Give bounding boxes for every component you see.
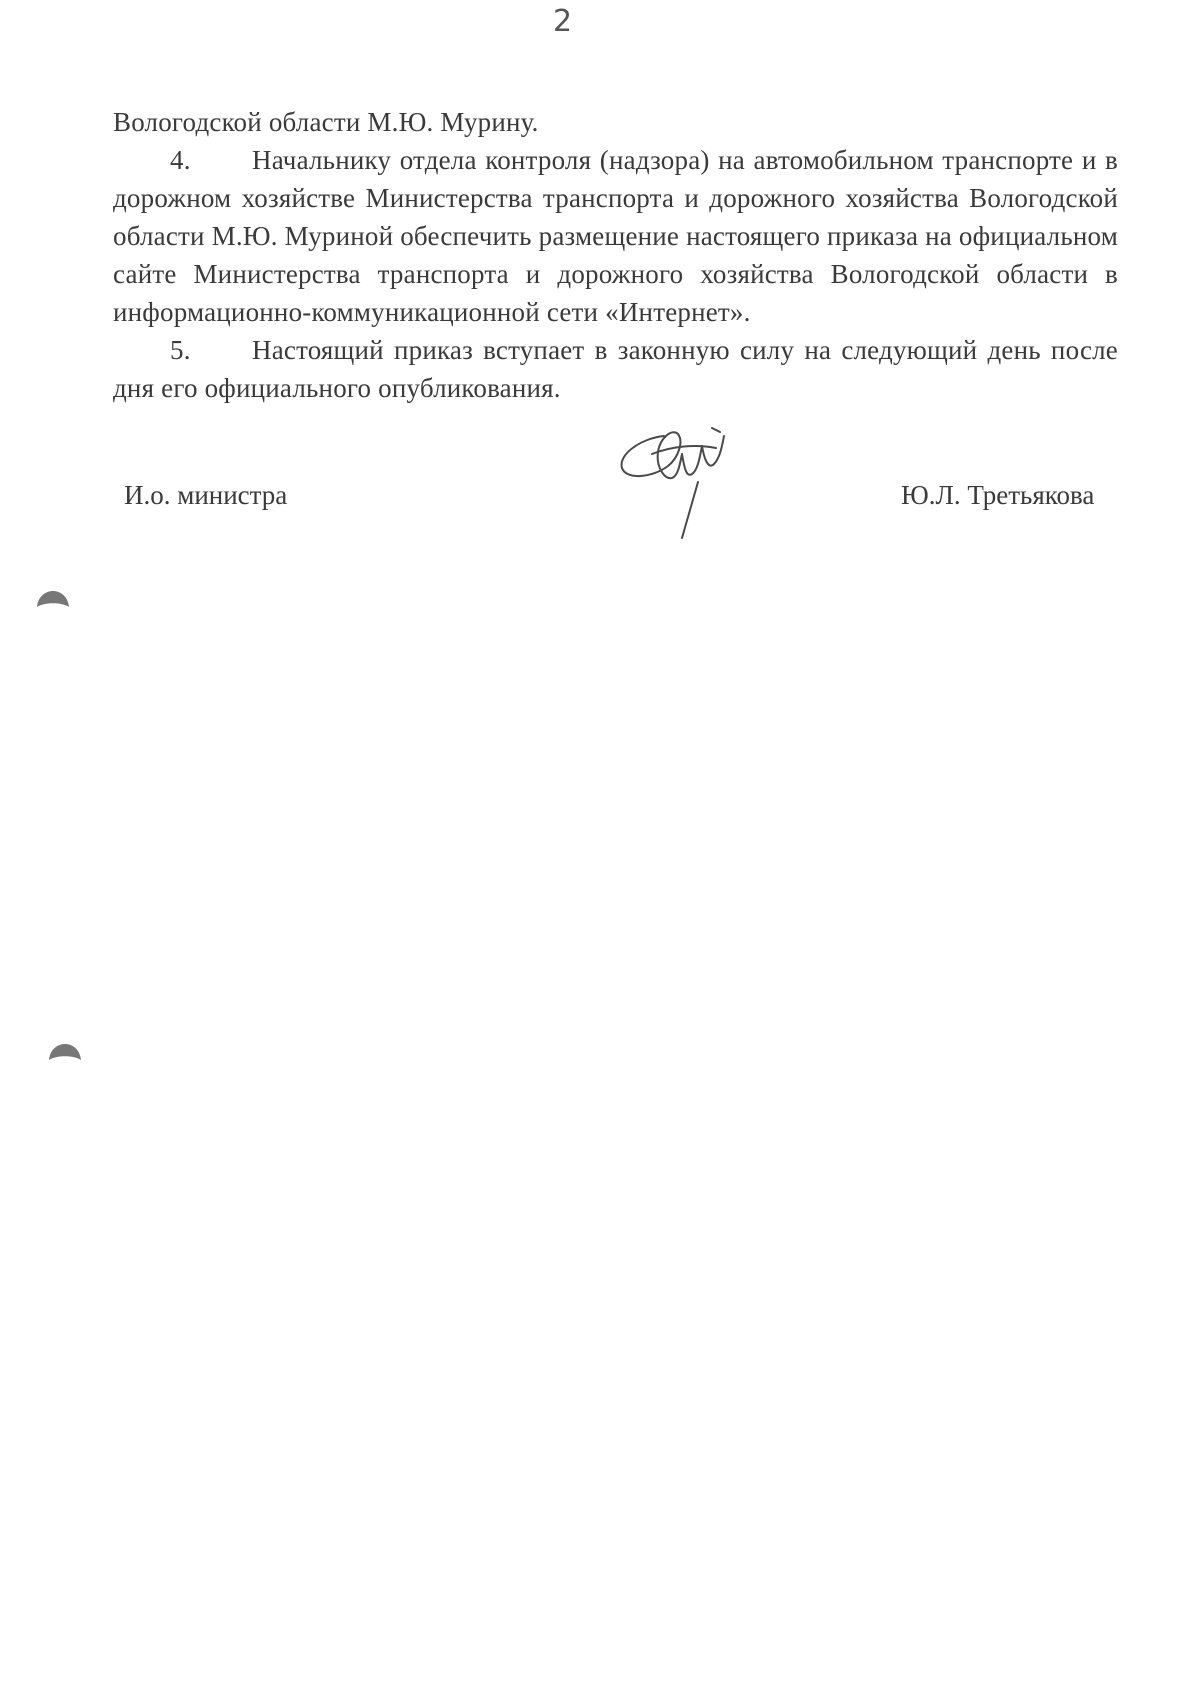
paragraph-number: 5. <box>170 335 191 365</box>
paragraph-text: Настоящий приказ вступает в законную силу на следующий день после дня его официального опубликования. <box>113 335 1118 403</box>
page-number: 2 <box>553 4 573 39</box>
signatory-position: И.о. министра <box>124 480 288 510</box>
paragraph-5 <box>113 331 1118 407</box>
paragraph-continuation <box>113 103 1118 141</box>
scan-artifact-mark <box>48 1043 82 1061</box>
paragraph-number: 4. <box>170 145 191 175</box>
paragraph-text: Вологодской области М.Ю. Мурину. <box>113 107 539 137</box>
signature-block <box>0 480 1200 520</box>
paragraph-text: Начальнику отдела контроля (надзора) на автомобильном транспорте и в дорожном хозяйстве Министерства транспорта и дорожного хозяйства Вологодской области М.Ю. Муриной обеспечить размещение настоящего приказа на официальном сайте Министерства транспорта и дорожного хозяйства Вологодской области в информационно-коммуникационной сети «Интернет». <box>113 145 1118 327</box>
paragraph-4 <box>113 141 1118 331</box>
scan-artifact-mark <box>36 590 70 608</box>
document-body <box>113 103 1118 407</box>
signatory-name: Ю.Л. Третьякова <box>901 480 1095 510</box>
